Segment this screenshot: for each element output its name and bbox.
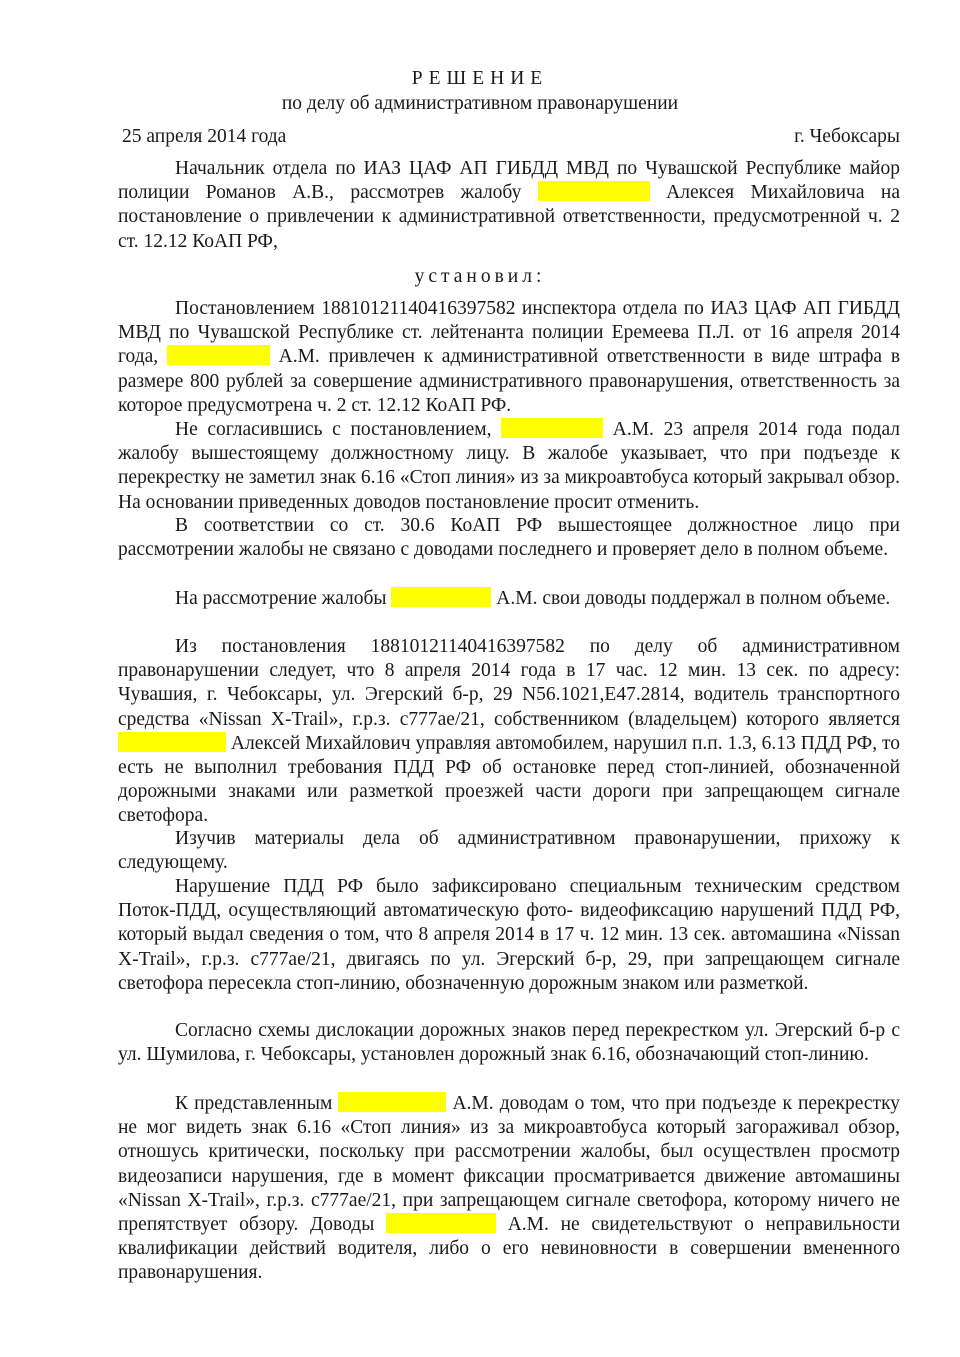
redaction-highlight [501, 418, 603, 438]
intro-text-a: Начальник отдела по ИАЗ ЦАФ АП ГИБДД МВД по Чувашской Республике майор полиции Романов А.В., рассмотрев жалобу [118, 158, 900, 204]
p3-text: В соответствии со ст. 30.6 КоАП РФ вышестоящее должностное лицо при рассмотрении жалобы не связано с доводами последнего и проверяет дело в полном объеме. [118, 515, 900, 561]
document-date: 25 апреля 2014 года [122, 126, 287, 147]
paragraph-8 [118, 1019, 900, 1067]
p9-text-c: А.М. не свидетельствуют о неправильности квалификации действий водителя, либо о его невиновности в совершении вмененного правонарушения. [118, 1214, 900, 1284]
redaction-highlight [538, 181, 650, 201]
p6-text: Изучив материалы дела об административном правонарушении, прихожу к следующему. [118, 828, 900, 874]
p5-text-b: Алексей Михайлович управляя автомобилем, нарушил п.п. 1.3, 6.13 ПДД РФ, то есть не выполнил требования ПДД РФ об остановке перед стоп-линией, обозначенной дорожными знаками или разметкой проезжей части дороги при запрещающем сигнале светофора. [118, 732, 901, 827]
document-subtitle: по делу об административном правонарушении [281, 93, 679, 114]
dateline [122, 124, 900, 150]
p2-text-a: Не согласившись с постановлением, [175, 419, 492, 440]
p5-text-a: Из постановления 18810121140416397582 по делу об административном правонарушении следует, что 8 апреля 2014 года в 17 час. 12 мин. 13 сек. по адресу: Чувашия, г. Чебоксары, ул. Эгерский б-р, 29 N56.1021,E47.2814, водитель транспортного средства «Nissan X-Trail», г.р.з. с777ае/21, собственником (владельцем) которого является [118, 636, 900, 730]
paragraph-2 [118, 418, 900, 515]
p9-text-a: К представленным [175, 1093, 333, 1114]
document-city: г. Чебоксары [794, 126, 900, 147]
paragraph-5 [118, 635, 900, 829]
intro-text-b: Алексея Михайловича на постановление о привлечении к административной ответственности, предусмотренной ч. 2 ст. 12.12 КоАП РФ, [118, 182, 900, 252]
section-heading-established: установил: [414, 266, 546, 287]
paragraph-1 [118, 297, 900, 418]
redaction-highlight [386, 1213, 496, 1233]
p8-text: Согласно схемы дислокации дорожных знаков перед перекрестком ул. Эгерский б-р с ул. Шумилова, г. Чебоксары, установлен дорожный знак 6.16, обозначающий стоп-линию. [118, 1020, 900, 1066]
document-title: РЕШЕНИЕ [411, 68, 549, 89]
paragraph-6 [118, 827, 900, 875]
p1-text-a: Постановлением 18810121140416397582 инспектора отдела по ИАЗ ЦАФ АП ГИБДД МВД по Чувашской Республике ст. лейтенанта полиции Еремеева П.Л. от 16 апреля 2014 года, [118, 298, 900, 368]
paragraph-7 [118, 875, 900, 996]
redaction-highlight [118, 732, 226, 752]
paragraph-9 [118, 1092, 900, 1286]
intro-paragraph [118, 157, 900, 254]
p9-text-b: А.М. доводам о том, что при подъезде к перекрестку не мог видеть знак 6.16 «Стоп линия» из за микроавтобуса который загораживал обзор, отношусь критически, поскольку при рассмотрении жалобы, был осуществлен просмотр видеозаписи нарушения, где в момент фиксации просматривается движение автомашины «Nissan X-Trail», г.р.з. с777ае/21, при запрещающем сигнале светофора, которому ничего не препятствует обзору. Доводы [118, 1093, 901, 1236]
p7-text: Нарушение ПДД РФ было зафиксировано специальным техническим средством Поток-ПДД, осуществляющий автоматическую фото- видеофиксацию нарушений ПДД РФ, который выдал сведения о том, что 8 апреля 2014 в 17 ч. 12 мин. 13 сек. автомашина «Nissan X-Trail», г.р.з. с777ае/21, двигаясь по ул. Эгерский б-р, 29, при запрещающем сигнале светофора пересекла стоп-линию, обозначенную дорожным знаком или разметкой. [118, 876, 900, 994]
paragraph-4 [118, 587, 900, 611]
redaction-highlight [338, 1092, 446, 1112]
p1-text-b: А.М. привлечен к административной ответственности в виде штрафа в размере 800 рублей за совершение административного правонарушения, ответственность за которое предусмотрена ч. 2 ст. 12.12 КоАП РФ. [118, 346, 901, 416]
p2-text-b: А.М. 23 апреля 2014 года подал жалобу вышестоящему должностному лицу. В жалобе указывает, что при подъезде к перекрестку не заметил знак 6.16 «Стоп линия» из за микроавтобуса который закрывал обзор. На основании приведенных доводов постановление просит отменить. [118, 419, 901, 513]
redaction-highlight [391, 587, 491, 607]
p4-text-b: А.М. свои доводы поддержал в полном объеме. [496, 588, 891, 609]
redaction-highlight [167, 345, 270, 365]
paragraph-3 [118, 514, 900, 562]
p4-text-a: На рассмотрение жалобы [175, 588, 387, 609]
